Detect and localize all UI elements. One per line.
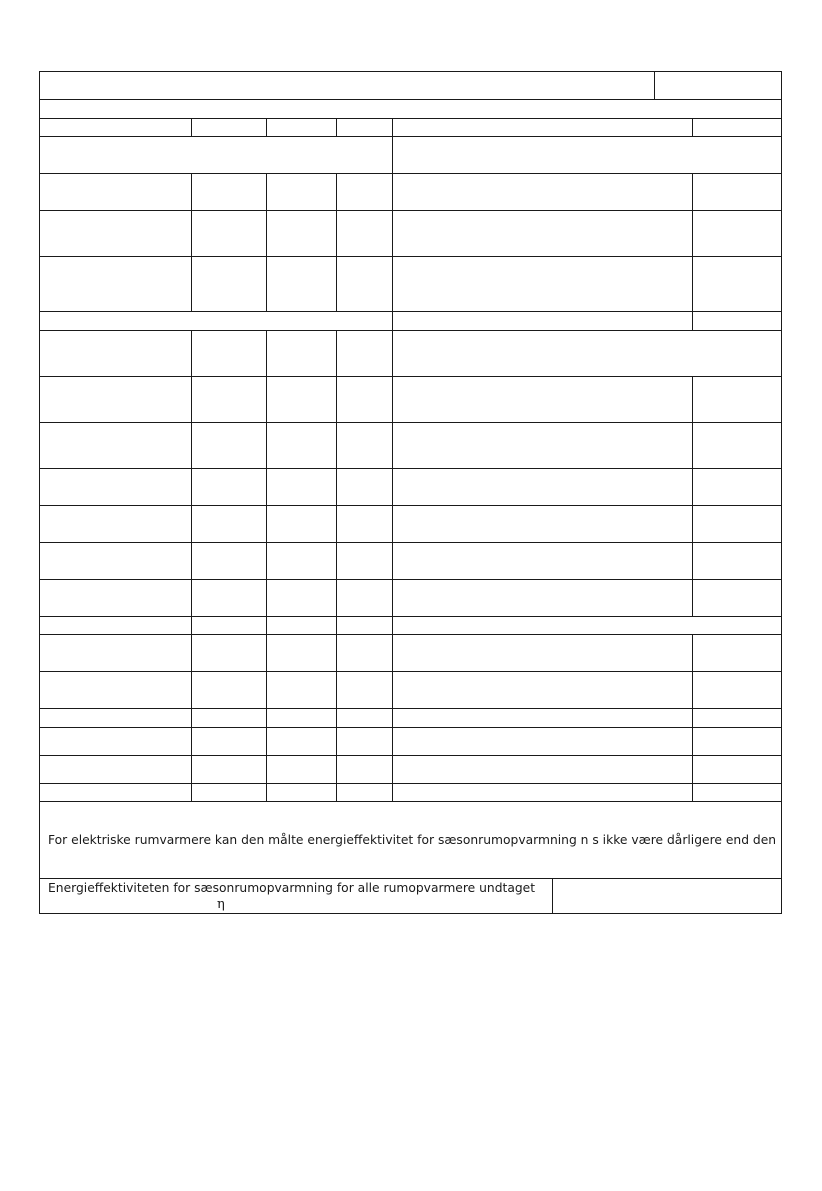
- table-rule: [39, 616, 782, 617]
- table-rule: [39, 878, 782, 879]
- efficiency-symbol: η: [217, 897, 225, 912]
- table-rule: [692, 376, 693, 617]
- table-rule: [266, 118, 267, 137]
- table-rule: [191, 173, 192, 312]
- table-rule: [692, 173, 693, 331]
- table-rule: [266, 330, 267, 802]
- efficiency-label: Energieffektiviteten for sæsonrumopvarmning for alle rumopvarmere undtaget: [48, 881, 536, 895]
- table-rule: [39, 634, 782, 635]
- table-rule: [191, 330, 192, 802]
- table-rule: [39, 71, 782, 72]
- table-rule: [39, 311, 782, 312]
- electric-heaters-note: For elektriske rumvarmere kan den målte energieffektivitet for sæsonrumopvarmning n s ikke være dårligere end den: [48, 833, 777, 847]
- table-rule: [39, 579, 782, 580]
- table-rule: [39, 256, 782, 257]
- table-rule: [39, 913, 782, 914]
- table-rule: [39, 542, 782, 543]
- table-border-right: [781, 71, 782, 914]
- table-rule: [39, 136, 782, 137]
- table-rule: [39, 671, 782, 672]
- table-rule: [191, 118, 192, 137]
- table-rule: [336, 118, 337, 137]
- table-rule: [552, 878, 553, 914]
- table-rule: [692, 118, 693, 137]
- table-rule: [692, 634, 693, 802]
- table-rule: [39, 468, 782, 469]
- table-rule: [39, 118, 782, 119]
- table-rule: [654, 71, 655, 100]
- table-rule: [39, 727, 782, 728]
- table-border-left: [39, 71, 40, 914]
- table-rule: [39, 99, 782, 100]
- table-rule: [336, 173, 337, 312]
- table-rule: [266, 173, 267, 312]
- table-rule: [39, 330, 782, 331]
- table-rule: [39, 708, 782, 709]
- table-rule: [39, 505, 782, 506]
- table-rule: [39, 783, 782, 784]
- table-rule: [39, 173, 782, 174]
- table-rule: [336, 330, 337, 802]
- table-rule: [39, 422, 782, 423]
- table-rule: [39, 210, 782, 211]
- table-rule: [39, 801, 782, 802]
- table-rule: [392, 118, 393, 802]
- table-rule: [39, 755, 782, 756]
- table-rule: [39, 376, 782, 377]
